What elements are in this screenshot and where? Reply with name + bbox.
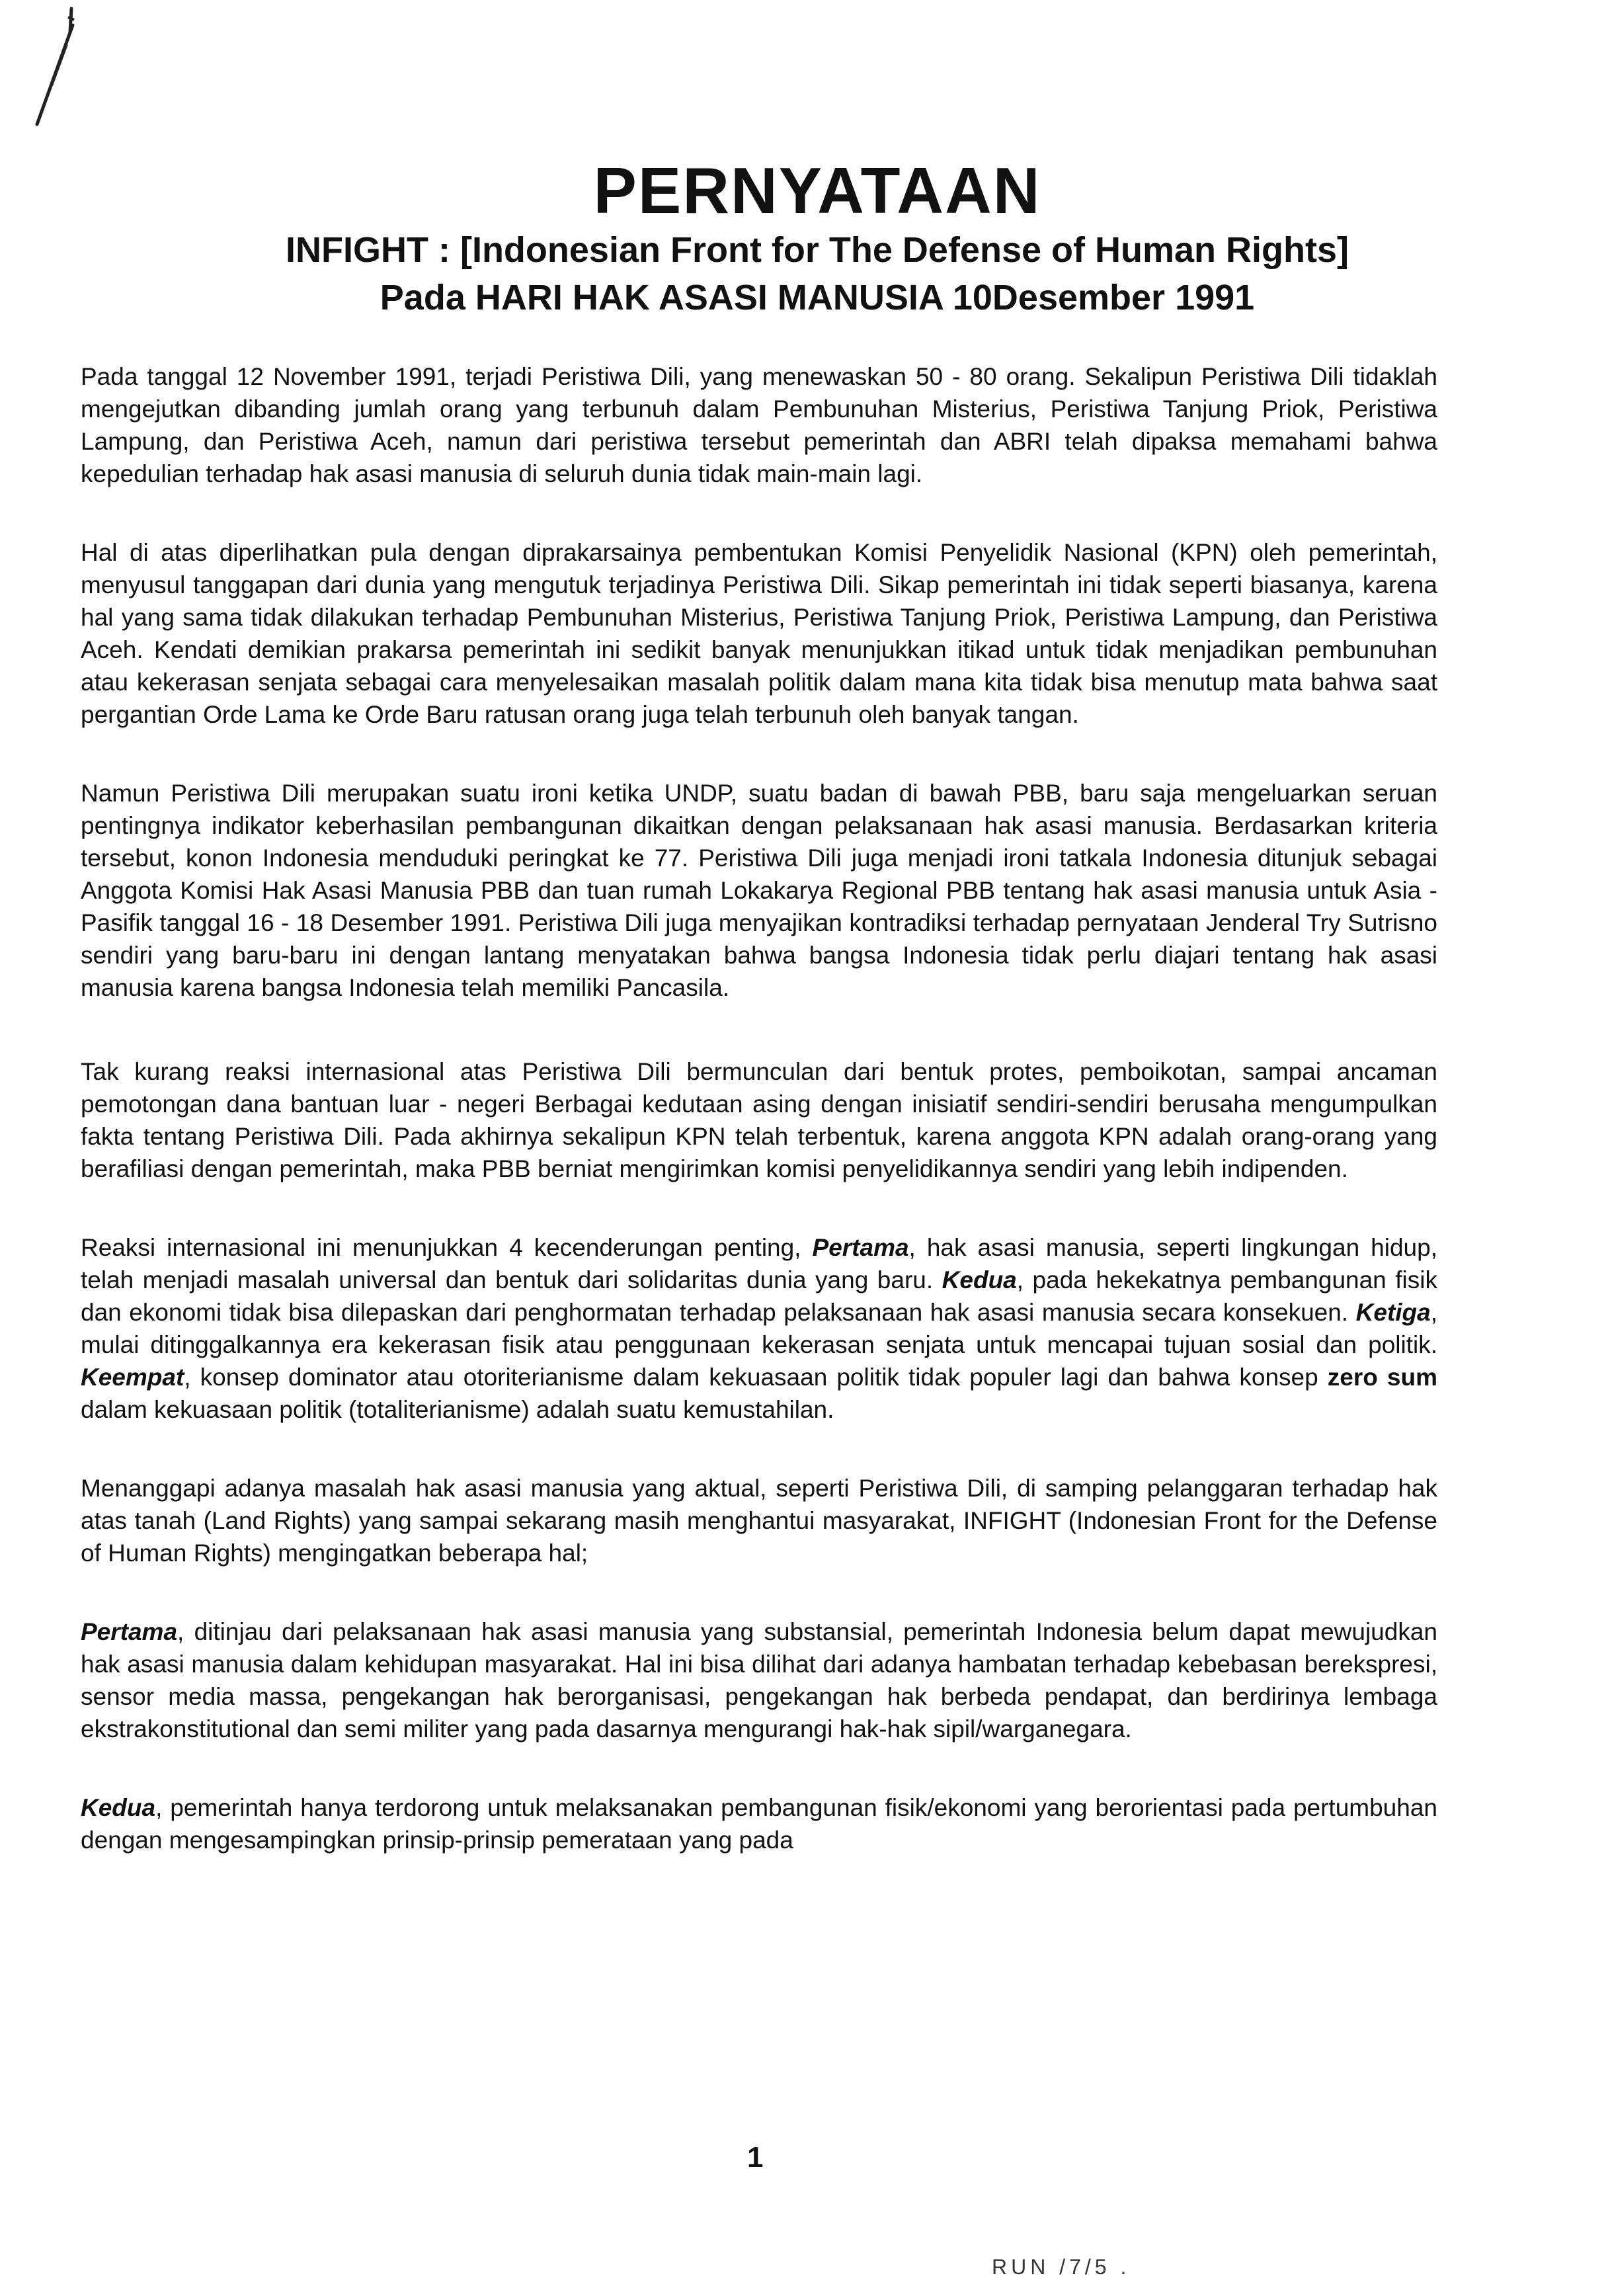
p5-text-c: , pada hekekatnya pembangunan fisik dan ekonomi tidak bisa dilepaskan dari penghormatan terhadap pelaksanaan hak asasi manusia secara konsekuen. <box>81 1266 1437 1326</box>
paragraph-5 <box>81 1231 1437 1426</box>
paragraph-1: Pada tanggal 12 November 1991, terjadi Peristiwa Dili, yang menewaskan 50 - 80 orang. Sekalipun Peristiwa Dili tidaklah mengejutkan dibanding jumlah orang yang terbunuh dalam Pembunuhan Misterius, Peristiwa Tanjung Priok, Peristiwa Lampung, dan Peristiwa Aceh, namun dari peristiwa tersebut pemerintah dan ABRI telah dipaksa memahami bahwa kepedulian terhadap hak asasi manusia di seluruh dunia tidak main-main lagi. <box>81 363 1437 487</box>
p5-text-a: Reaksi internasional ini menunjukkan 4 kecenderungan penting, <box>81 1234 813 1261</box>
paragraph-3: Namun Peristiwa Dili merupakan suatu ironi ketika UNDP, suatu badan di bawah PBB, baru saja mengeluarkan seruan pentingnya indikator keberhasilan pembangunan dikaitkan dengan pelaksanaan hak asasi manusia. Berdasarkan kriteria tersebut, konon Indonesia menduduki peringkat ke 77. Peristiwa Dili juga menjadi ironi tatkala Indonesia ditunjuk sebagai Anggota Komisi Hak Asasi Manusia PBB dan tuan rumah Lokakarya Regional PBB tentang hak asasi manusia untuk Asia - Pasifik tanggal 16 - 18 Desember 1991. Peristiwa Dili juga menyajikan kontradiksi terhadap pernyataan Jenderal Try Sutrisno sendiri yang baru-baru ini dengan lantang menyatakan bahwa bangsa Indonesia tidak perlu diajari tentang hak asasi manusia karena bangsa Indonesia telah memiliki Pancasila. <box>81 780 1437 1001</box>
p5-pertama: Pertama <box>812 1234 909 1261</box>
document-title: PERNYATAAN <box>593 154 1041 227</box>
p7-text: , ditinjau dari pelaksanaan hak asasi manusia yang substansial, pemerintah Indonesia belum dapat mewujudkan hak asasi manusia dalam kehidupan masyarakat. Hal ini bisa dilihat dari adanya hambatan terhadap kebebasan berekspresi, sensor media massa, pengekangan hak berorganisasi, pengekangan hak berbeda pendapat, dan berdirinya lembaga ekstrakonstitutional dan semi militer yang pada dasarnya mengurangi hak-hak sipil/warganegara. <box>81 1618 1437 1742</box>
paragraph-2: Hal di atas diperlihatkan pula dengan diprakarsainya pembentukan Komisi Penyelidik Nasional (KPN) oleh pemerintah, menyusul tanggapan dari dunia yang mengutuk terjadinya Peristiwa Dili. Sikap pemerintah ini tidak seperti biasanya, karena hal yang sama tidak dilakukan terhadap Pembunuhan Misterius, Peristiwa Tanjung Priok, Peristiwa Lampung, dan Peristiwa Aceh. Kendati demikian prakarsa pemerintah ini sedikit banyak menunjukkan itikad untuk tidak menjadikan pembunuhan atau kekerasan senjata sebagai cara menyelesaikan masalah politik dalam mana kita tidak bisa menutup mata bahwa saat pergantian Orde Lama ke Orde Baru ratusan orang juga telah terbunuh oleh banyak tangan. <box>81 539 1437 728</box>
p7-label: Pertama <box>81 1618 178 1645</box>
p5-text-b: , hak asasi manusia, seperti lingkungan hidup, telah menjadi masalah universal dan bentuk dari solidaritas dunia yang baru. <box>81 1234 1437 1293</box>
p5-text-e: , konsep dominator atau otoriterianisme dalam kekuasaan politik tidak populer lagi dan bahwa konsep <box>184 1364 1328 1391</box>
p8-text: , pemerintah hanya terdorong untuk melaksanakan pembangunan fisik/ekonomi yang berorientasi pada pertumbuhan dengan mengesampingkan prinsip-prinsip pemerataan yang pada <box>81 1794 1437 1854</box>
footer-code: RUN /7/5 . <box>992 2255 1131 2279</box>
p5-zero-sum: zero sum <box>1327 1364 1437 1391</box>
p5-ketiga: Ketiga <box>1355 1299 1431 1326</box>
paragraph-8 <box>81 1791 1437 1856</box>
page-number: 1 <box>747 2141 764 2174</box>
p5-text-f: dalam kekuasaan politik (totaliterianisme) adalah suatu kemustahilan. <box>81 1396 834 1423</box>
paragraph-6: Menanggapi adanya masalah hak asasi manusia yang aktual, seperti Peristiwa Dili, di samping pelanggaran terhadap hak atas tanah (Land Rights) yang sampai sekarang masih menghantui masyarakat, INFIGHT (Indonesian Front for the Defense of Human Rights) mengingatkan beberapa hal; <box>81 1475 1437 1567</box>
document-subtitle-line2: Pada HARI HAK ASASI MANUSIA 10Desember 1991 <box>380 278 1255 317</box>
p5-text-d: , mulai ditinggalkannya era kekerasan fisik atau penggunaan kekerasan senjata untuk mencapai tujuan sosial dan politik. <box>81 1299 1437 1358</box>
p5-keempat: Keempat <box>81 1364 184 1391</box>
document-body <box>81 360 1437 1856</box>
handwritten-mark <box>32 5 78 131</box>
document-header <box>0 154 1608 319</box>
paragraph-4: Tak kurang reaksi internasional atas Peristiwa Dili bermunculan dari bentuk protes, pemboikotan, sampai ancaman pemotongan dana bantuan luar - negeri Berbagai kedutaan asing dengan inisiatif sendiri-sendiri berusaha mengumpulkan fakta tentang Peristiwa Dili. Pada akhirnya sekalipun KPN telah terbentuk, karena anggota KPN adalah orang-orang yang berafiliasi dengan pemerintah, maka PBB berniat mengirimkan komisi penyelidikannya sendiri yang lebih indipenden. <box>81 1058 1437 1182</box>
p5-kedua: Kedua <box>942 1266 1017 1293</box>
document-subtitle-line1: INFIGHT : [Indonesian Front for The Defense of Human Rights] <box>286 230 1349 270</box>
p8-label: Kedua <box>81 1794 156 1821</box>
paragraph-7 <box>81 1616 1437 1745</box>
